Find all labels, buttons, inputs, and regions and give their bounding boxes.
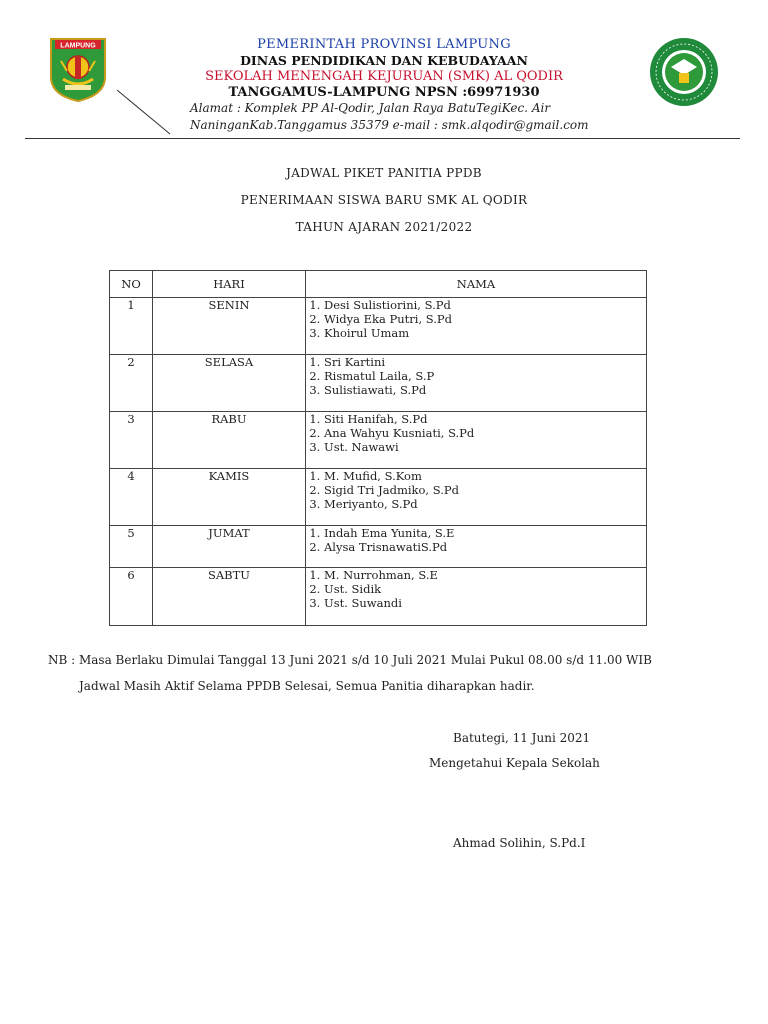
cell-nama	[306, 355, 647, 412]
signature-role: Mengetahui Kepala Sekolah	[429, 756, 600, 770]
kop-line4: TANGGAMUS-LAMPUNG NPSN :69971930	[228, 85, 540, 100]
cell-no: 1	[110, 298, 153, 355]
list-item: 3. Ust. Nawawi	[324, 440, 646, 454]
nama-list	[306, 469, 646, 511]
table-row	[110, 526, 647, 568]
header-nama: NAMA	[306, 271, 647, 298]
cell-nama	[306, 526, 647, 568]
title-line3: TAHUN AJARAN 2021/2022	[295, 220, 473, 234]
header-hari: HARI	[153, 271, 306, 298]
list-item: 1. Indah Ema Yunita, S.E	[324, 526, 646, 540]
list-item: 2. Rismatul Laila, S.P	[324, 369, 646, 383]
list-item: 1. Sri Kartini	[324, 355, 646, 369]
alamat-line2: NaninganKab.Tanggamus 35379 e-mail : smk.alqodir@gmail.com	[190, 118, 589, 132]
signature-place-date: Batutegi, 11 Juni 2021	[453, 731, 591, 745]
lampung-logo-text: LAMPUNG	[60, 42, 96, 50]
title-line1: JADWAL PIKET PANITIA PPDB	[286, 166, 482, 180]
table-row	[110, 298, 647, 355]
list-item: 2. Ust. Sidik	[324, 582, 646, 596]
cell-hari: RABU	[153, 412, 306, 469]
cell-no: 4	[110, 469, 153, 526]
cell-nama	[306, 469, 647, 526]
kop-line1: PEMERINTAH PROVINSI LAMPUNG	[257, 37, 511, 52]
note-line2: Jadwal Masih Aktif Selama PPDB Selesai, Semua Panitia diharapkan hadir.	[79, 679, 535, 693]
list-item: 2. Ana Wahyu Kusniati, S.Pd	[324, 426, 646, 440]
list-item: 3. Meriyanto, S.Pd	[324, 497, 646, 511]
cell-hari: SABTU	[153, 568, 306, 626]
kop-line3: SEKOLAH MENENGAH KEJURUAN (SMK) AL QODIR	[205, 69, 563, 84]
signature-name: Ahmad Solihin, S.Pd.I	[453, 836, 586, 850]
header-no: NO	[110, 271, 153, 298]
cell-hari: JUMAT	[153, 526, 306, 568]
nama-list	[306, 355, 646, 397]
list-item: 3. Ust. Suwandi	[324, 596, 646, 610]
nama-list	[306, 568, 646, 610]
note-line1: NB : Masa Berlaku Dimulai Tanggal 13 Juni 2021 s/d 10 Juli 2021 Mulai Pukul 08.00 s/d 11.00 WIB	[48, 653, 652, 667]
table-header-row	[110, 271, 647, 298]
cell-nama	[306, 412, 647, 469]
alamat-line1: Alamat : Komplek PP Al-Qodir, Jalan Raya BatuTegiKec. Air	[190, 101, 551, 115]
list-item: 1. M. Mufid, S.Kom	[324, 469, 646, 483]
table-body	[110, 298, 647, 626]
list-item: 2. Sigid Tri Jadmiko, S.Pd	[324, 483, 646, 497]
cell-no: 3	[110, 412, 153, 469]
list-item: 2. Alysa TrisnawatiS.Pd	[324, 540, 646, 554]
nama-list	[306, 526, 646, 554]
nama-list	[306, 412, 646, 454]
cell-no: 6	[110, 568, 153, 626]
list-item: 1. Desi Sulistiorini, S.Pd	[324, 298, 646, 312]
table-row	[110, 355, 647, 412]
list-item: 1. M. Nurrohman, S.E	[324, 568, 646, 582]
table-row	[110, 412, 647, 469]
title-line2: PENERIMAAN SISWA BARU SMK AL QODIR	[240, 193, 528, 207]
table-row	[110, 568, 647, 626]
list-item: 3. Khoirul Umam	[324, 326, 646, 340]
piket-table	[109, 270, 647, 626]
cell-hari: SENIN	[153, 298, 306, 355]
cell-no: 2	[110, 355, 153, 412]
table-row	[110, 469, 647, 526]
nama-list	[306, 298, 646, 340]
list-item: 3. Sulistiawati, S.Pd	[324, 383, 646, 397]
list-item: 2. Widya Eka Putri, S.Pd	[324, 312, 646, 326]
list-item: 1. Siti Hanifah, S.Pd	[324, 412, 646, 426]
cell-no: 5	[110, 526, 153, 568]
cell-nama	[306, 568, 647, 626]
kop-line2: DINAS PENDIDIKAN DAN KEBUDAYAAN	[240, 53, 528, 68]
cell-nama	[306, 298, 647, 355]
header-rule	[25, 138, 740, 139]
cell-hari: KAMIS	[153, 469, 306, 526]
cell-hari: SELASA	[153, 355, 306, 412]
